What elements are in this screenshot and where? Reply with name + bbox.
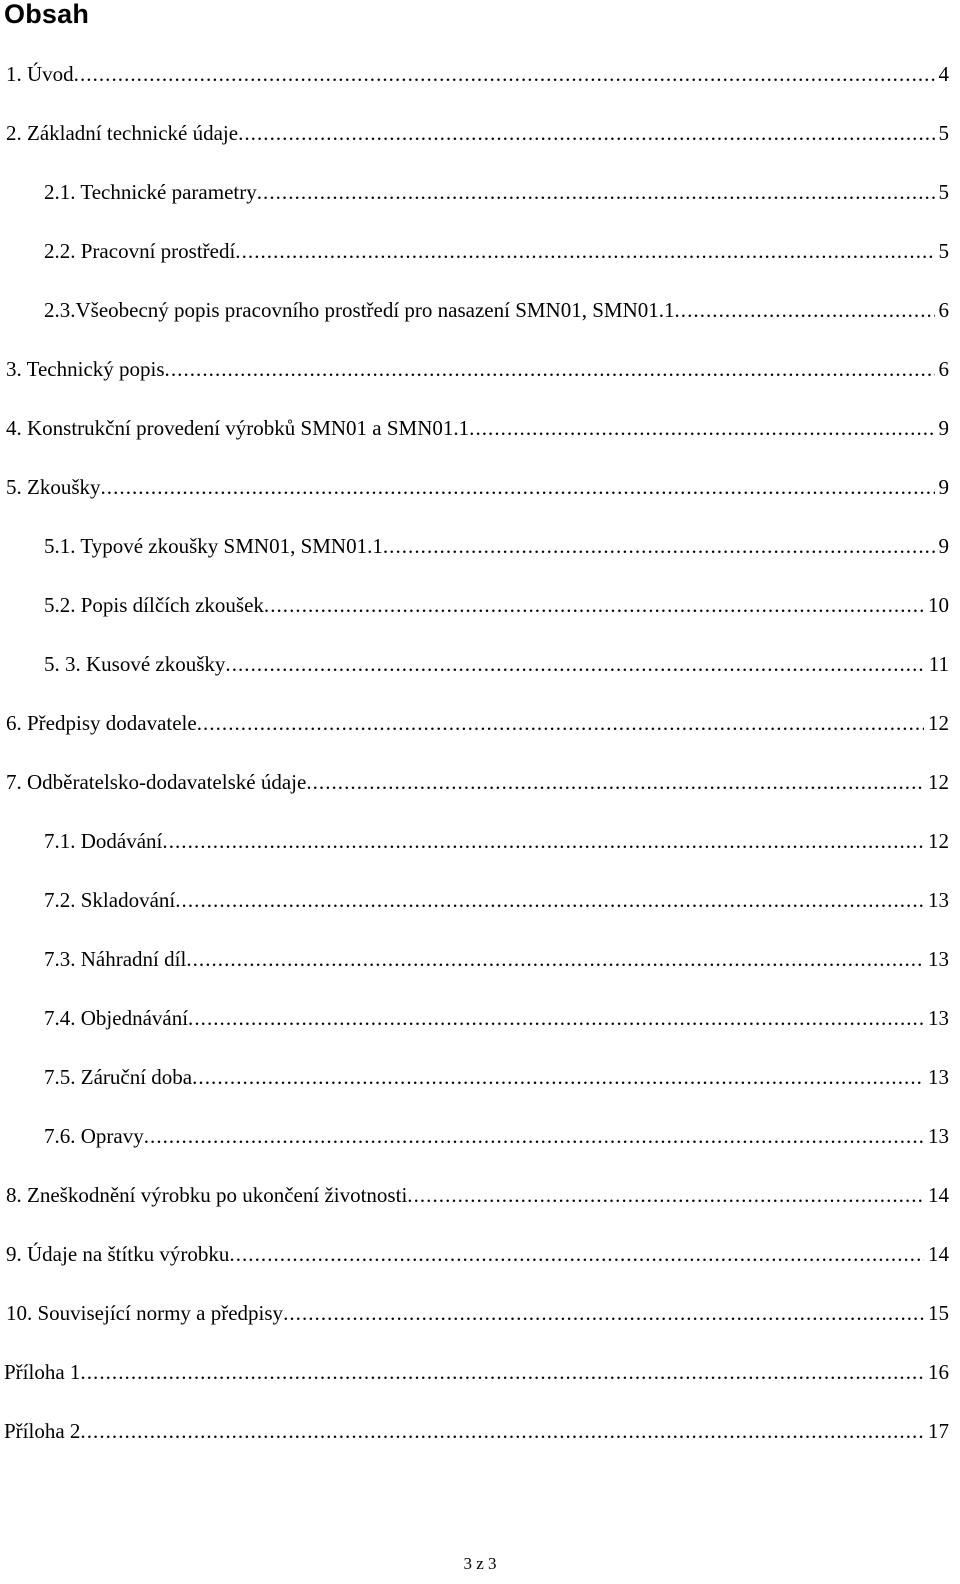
dot-leader <box>225 652 924 678</box>
toc-entry-pracovni-prostredi[interactable] <box>44 233 949 265</box>
toc-entry-dodavani[interactable] <box>44 823 949 855</box>
dot-leader <box>675 298 935 324</box>
toc-page-number: 13 <box>928 1124 949 1148</box>
dot-leader <box>80 1419 924 1445</box>
dot-leader <box>186 947 924 973</box>
dot-leader <box>101 475 935 501</box>
toc-page-number: 12 <box>928 770 949 794</box>
toc-entry-text: 7.3. Náhradní díl <box>44 947 187 971</box>
dot-leader <box>188 1006 924 1032</box>
toc-entry-text: 5.2. Popis dílčích zkoušek <box>44 593 264 617</box>
toc-entry-uvod[interactable] <box>6 56 949 88</box>
toc-page-number: 13 <box>928 947 949 971</box>
dot-leader <box>162 829 924 855</box>
dot-leader <box>175 888 924 914</box>
dot-leader <box>383 534 935 560</box>
toc-page-number: 10 <box>928 593 949 617</box>
toc-entry-priloha-1[interactable] <box>4 1354 949 1386</box>
dot-leader <box>229 1242 924 1268</box>
toc-page-number: 5 <box>938 121 949 145</box>
toc-page-number: 4 <box>938 62 949 86</box>
toc-entry-zakladni-technicke-udaje[interactable] <box>6 115 949 147</box>
toc-page-number: 9 <box>938 534 949 558</box>
toc-entry-predpisy-dodavatele[interactable] <box>6 705 949 737</box>
toc-entry-objednavani[interactable] <box>44 1000 949 1032</box>
toc-entry-text: 9. Údaje na štítku výrobku <box>6 1242 230 1266</box>
toc-page-number: 9 <box>938 475 949 499</box>
dot-leader <box>238 121 934 147</box>
toc-entry-typove-zkousky[interactable] <box>44 528 949 560</box>
toc-entry-text: 6. Předpisy dodavatele <box>6 711 197 735</box>
toc-entry-text: 2.3.Všeobecný popis pracovního prostředí pro nasazení SMN01, SMN01.1 <box>44 298 675 322</box>
dot-leader <box>306 770 924 796</box>
toc-entry-text: 7.1. Dodávání <box>44 829 163 853</box>
toc-entry-text: 7.4. Objednávání <box>44 1006 189 1030</box>
toc-page-number: 16 <box>928 1360 949 1384</box>
toc-entry-vseobecny-popis[interactable] <box>44 292 949 324</box>
toc-entry-odberatelsko-dodavatelske-udaje[interactable] <box>6 764 949 796</box>
toc-entry-zneskodneni-vyrobku[interactable] <box>6 1177 949 1209</box>
toc-page-number: 6 <box>938 298 949 322</box>
toc-entry-nahradni-dil[interactable] <box>44 941 949 973</box>
dot-leader <box>235 239 934 265</box>
dot-leader <box>192 1065 924 1091</box>
toc-entry-text: Příloha 1 <box>4 1360 81 1384</box>
toc-page-number: 15 <box>928 1301 949 1325</box>
toc-entry-text: 10. Související normy a předpisy <box>6 1301 284 1325</box>
toc-entry-text: 2.1. Technické parametry <box>44 180 257 204</box>
toc-entry-technicke-parametry[interactable] <box>44 174 949 206</box>
toc-entry-text: Příloha 2 <box>4 1419 81 1443</box>
dot-leader <box>144 1124 924 1150</box>
toc-entry-skladovani[interactable] <box>44 882 949 914</box>
toc-entry-priloha-2[interactable] <box>4 1413 949 1445</box>
toc-entry-text: 1. Úvod <box>6 62 74 86</box>
dot-leader <box>407 1183 924 1209</box>
dot-leader <box>257 180 935 206</box>
toc-page-number: 11 <box>928 652 949 676</box>
toc-page-number: 13 <box>928 1006 949 1030</box>
toc-entry-konstrukcni-provedeni[interactable] <box>6 410 949 442</box>
toc-entry-text: 3. Technický popis <box>6 357 165 381</box>
toc-entry-text: 7. Odběratelsko-dodavatelské údaje <box>6 770 307 794</box>
toc-page-number: 14 <box>928 1183 949 1207</box>
toc-entry-text: 4. Konstrukční provedení výrobků SMN01 a SMN01.1 <box>6 416 470 440</box>
toc-page-number: 5 <box>938 239 949 263</box>
dot-leader <box>165 357 935 383</box>
toc-page-number: 13 <box>928 1065 949 1089</box>
toc-page-number: 12 <box>928 829 949 853</box>
dot-leader <box>264 593 924 619</box>
dot-leader <box>469 416 934 442</box>
toc-page-number: 14 <box>928 1242 949 1266</box>
toc-entry-udaje-na-stitku[interactable] <box>6 1236 949 1268</box>
toc-entry-technicky-popis[interactable] <box>6 351 949 383</box>
toc-entry-text: 8. Zneškodnění výrobku po ukončení životnosti <box>6 1183 408 1207</box>
toc-page-number: 12 <box>928 711 949 735</box>
page-footer: 3 z 3 <box>463 1554 497 1573</box>
toc-entry-text: 7.2. Skladování <box>44 888 176 912</box>
dot-leader <box>197 711 924 737</box>
toc-entry-kusove-zkousky[interactable] <box>44 646 949 678</box>
dot-leader <box>74 62 935 88</box>
toc-page-number: 13 <box>928 888 949 912</box>
toc-entry-opravy[interactable] <box>44 1118 949 1150</box>
toc-entry-souvisejici-normy[interactable] <box>6 1295 949 1327</box>
toc-page-number: 17 <box>928 1419 949 1443</box>
toc-entry-text: 5.1. Typové zkoušky SMN01, SMN01.1 <box>44 534 383 558</box>
toc-entry-text: 5. Zkoušky <box>6 475 101 499</box>
toc-entry-zkousky[interactable] <box>6 469 949 501</box>
page-title: Obsah <box>4 0 90 29</box>
toc-entry-text: 7.6. Opravy <box>44 1124 144 1148</box>
toc-entry-zarucni-doba[interactable] <box>44 1059 949 1091</box>
toc-page-number: 9 <box>938 416 949 440</box>
toc-page-number: 5 <box>938 180 949 204</box>
toc-entry-text: 5. 3. Kusové zkoušky <box>44 652 226 676</box>
dot-leader <box>80 1360 924 1386</box>
toc-entry-text: 2. Základní technické údaje <box>6 121 239 145</box>
toc-entry-text: 2.2. Pracovní prostředí <box>44 239 236 263</box>
dot-leader <box>283 1301 924 1327</box>
toc-page-number: 6 <box>938 357 949 381</box>
toc-entry-popis-dilcich-zkousek[interactable] <box>44 587 949 619</box>
toc-entry-text: 7.5. Záruční doba <box>44 1065 193 1089</box>
